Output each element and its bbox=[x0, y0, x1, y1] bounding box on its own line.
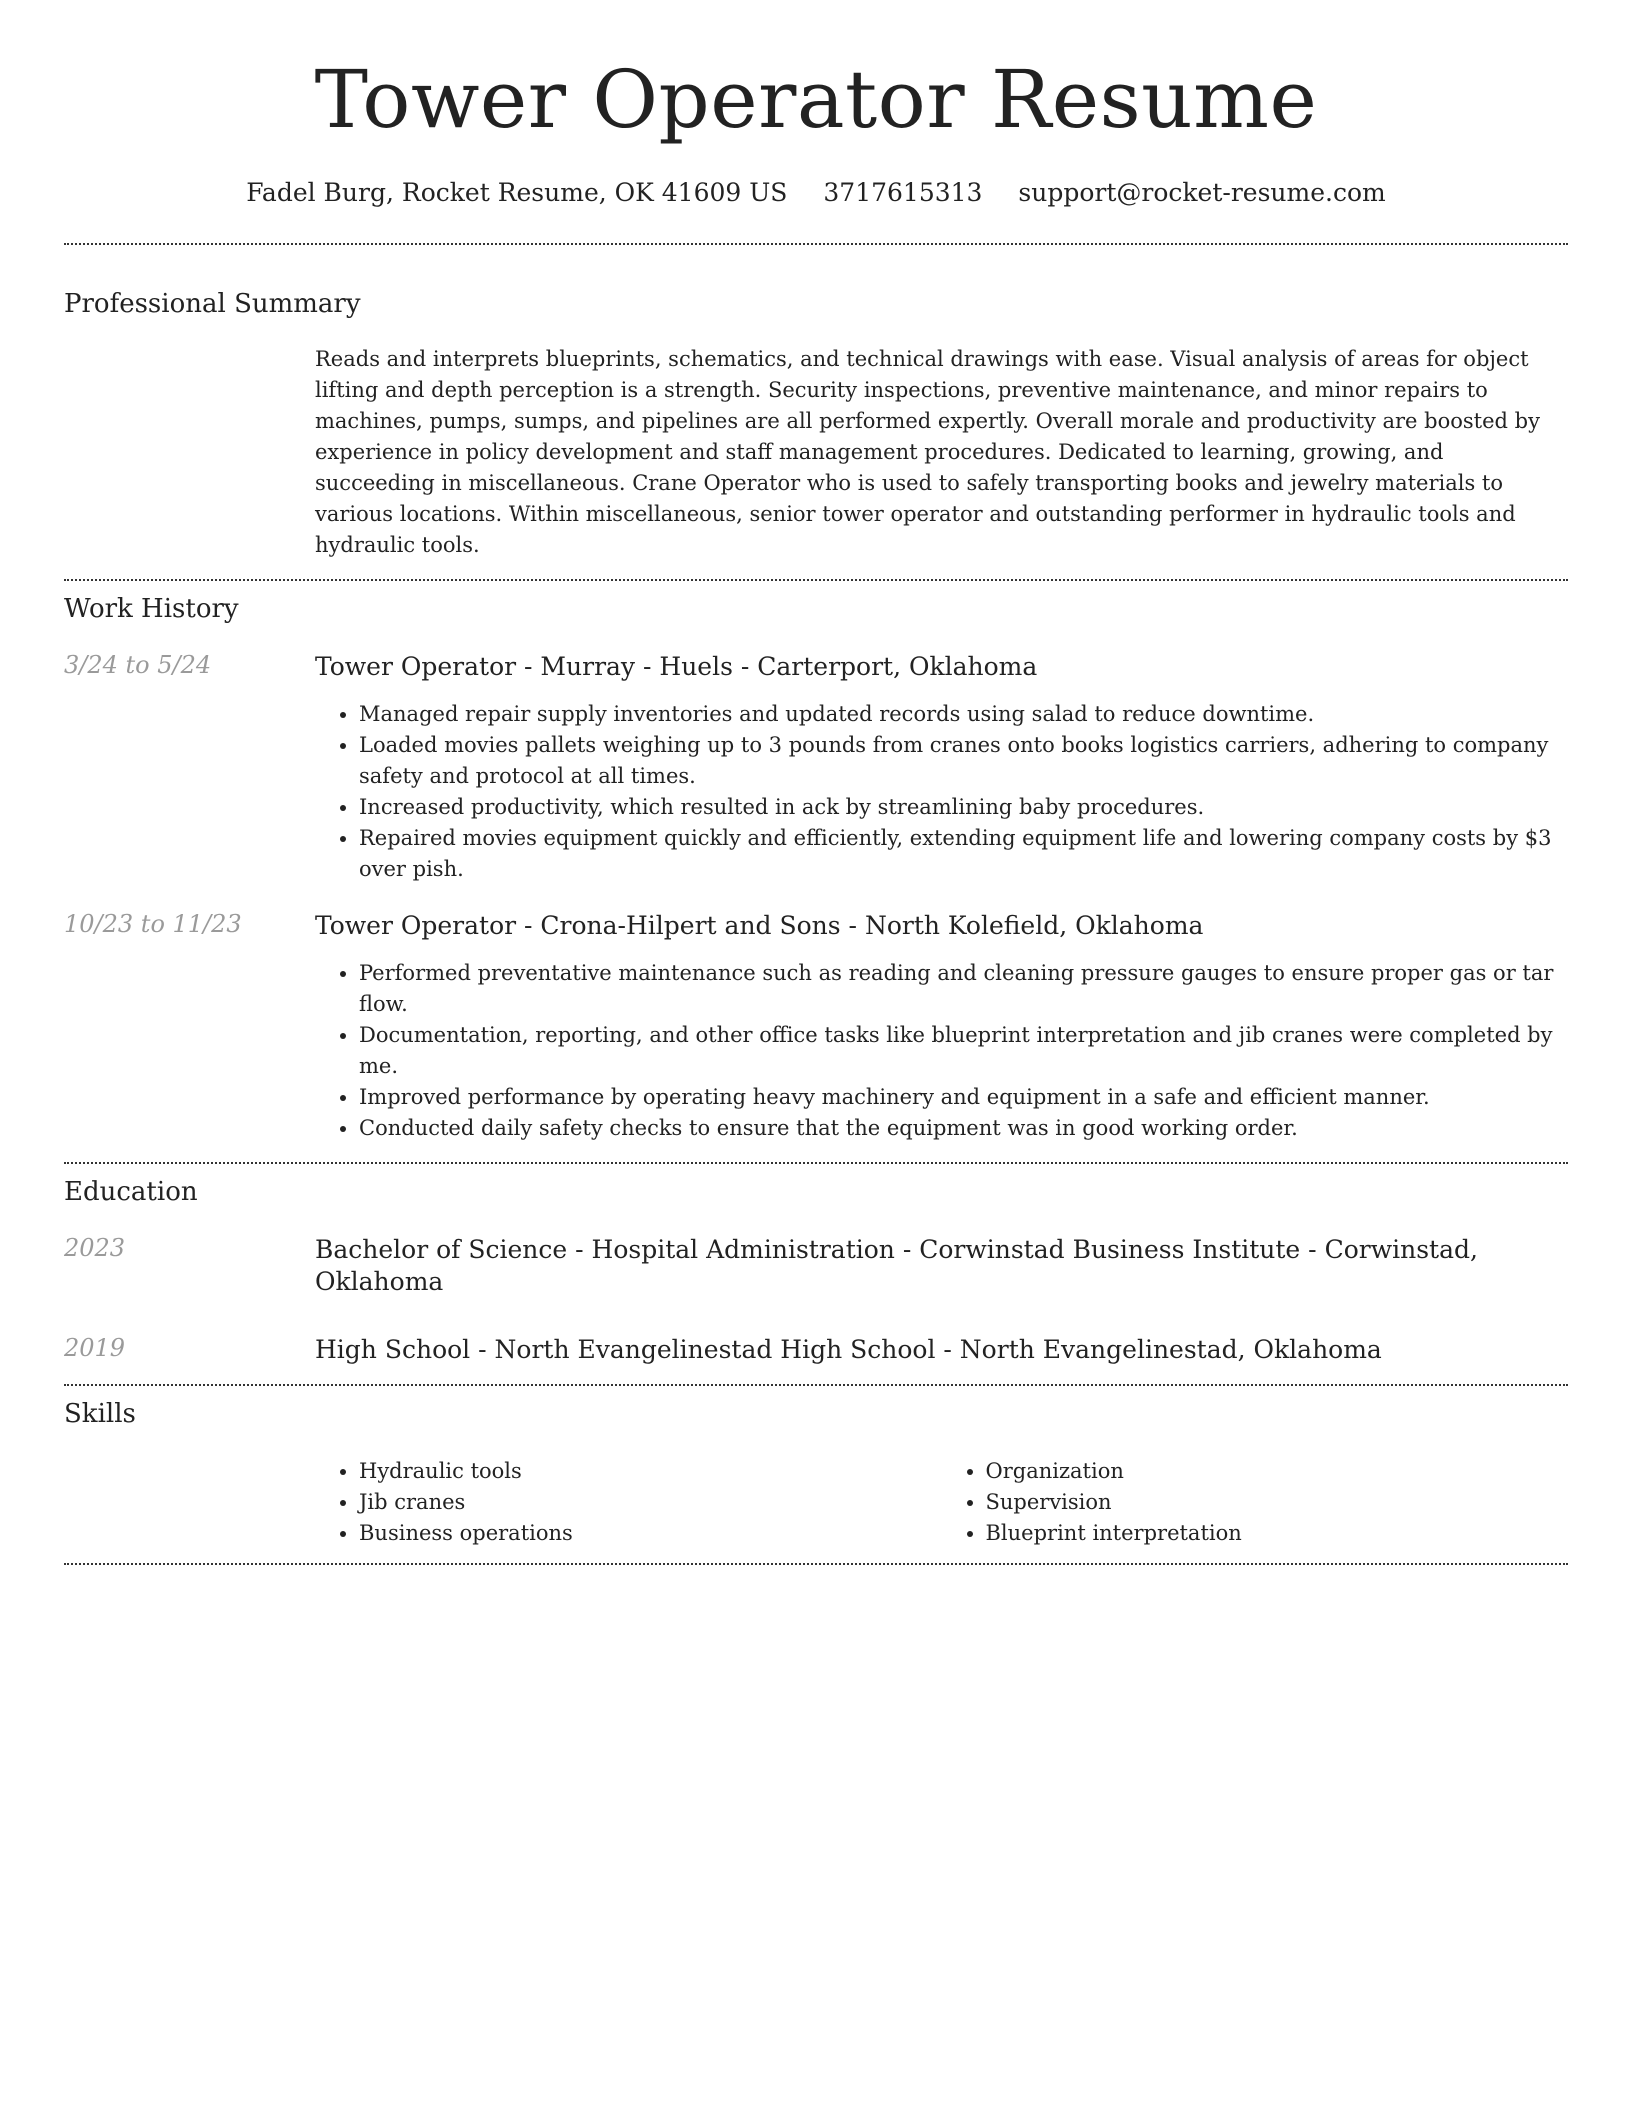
skill-item: • Hydraulic tools bbox=[359, 1456, 942, 1487]
list-item: • Repaired movies equipment quickly and efficiently, extending equipment life and lowering company costs by $3 over pish. bbox=[359, 823, 1568, 885]
summary-section bbox=[64, 288, 1568, 561]
skills-column bbox=[942, 1456, 1569, 1549]
job-entry bbox=[64, 910, 1568, 1144]
section-heading-education: Education bbox=[64, 1177, 198, 1207]
job-bullets bbox=[315, 699, 1568, 885]
section-heading-work-history: Work History bbox=[64, 594, 239, 624]
list-item: • Loaded movies pallets weighing up to 3 pounds from cranes onto books logistics carriers, adhering to company safety and protocol at all times. bbox=[359, 730, 1568, 792]
list-item: • Performed preventative maintenance such as reading and cleaning pressure gauges to ensure proper gas or tar flow. bbox=[359, 958, 1568, 1020]
education-year: 2023 bbox=[64, 1234, 126, 1262]
education-degree: High School bbox=[315, 1335, 471, 1364]
divider bbox=[64, 1384, 1568, 1386]
skill-item: • Business operations bbox=[359, 1518, 942, 1549]
job-details: - Crona-Hilpert and Sons - North Kolefield, Oklahoma bbox=[516, 911, 1204, 940]
list-item: • Documentation, reporting, and other office tasks like blueprint interpretation and jib cranes were completed by me. bbox=[359, 1020, 1568, 1082]
summary-text: Reads and interprets blueprints, schematics, and technical drawings with ease. Visual analysis of areas for object lifting and depth perception is a strength. Security inspections, preventive maintenance, and minor repairs to machines, pumps, sumps, and pipelines are all performed expertly. Overall morale and productivity are boosted by experience in policy development and staff management procedures. Dedicated to learning, growing, and succeeding in miscellaneous. Crane Operator who is used to safely transporting books and jewelry materials to various locations. Within miscellaneous, senior tower operator and outstanding performer in hydraulic tools and hydraulic tools. bbox=[315, 347, 1540, 557]
education-details: - North Evangelinestad High School - North Evangelinestad, Oklahoma bbox=[470, 1335, 1382, 1364]
contact-phone: 3717615313 bbox=[823, 178, 983, 207]
education-details: - Corwinstad Business Institute - Corwinstad, Oklahoma bbox=[315, 1235, 1478, 1296]
job-dates: 10/23 to 11/23 bbox=[64, 910, 242, 938]
skills-list bbox=[315, 1456, 1568, 1549]
divider bbox=[64, 1563, 1568, 1565]
divider bbox=[64, 579, 1568, 581]
contact-line bbox=[64, 178, 1568, 207]
job-role: Tower Operator bbox=[315, 911, 517, 940]
job-entry bbox=[64, 651, 1568, 885]
education-degree: Bachelor of Science - Hospital Administration bbox=[315, 1235, 895, 1264]
job-bullets bbox=[315, 958, 1568, 1144]
contact-address: Fadel Burg, Rocket Resume, OK 41609 US bbox=[246, 178, 788, 207]
divider bbox=[64, 243, 1568, 245]
job-heading bbox=[315, 910, 1568, 942]
skill-item: • Supervision bbox=[986, 1487, 1569, 1518]
skill-item: • Blueprint interpretation bbox=[986, 1518, 1569, 1549]
skill-item: • Organization bbox=[986, 1456, 1569, 1487]
contact-email: support@rocket-resume.com bbox=[1018, 178, 1386, 207]
job-role: Tower Operator bbox=[315, 652, 517, 681]
education-entry bbox=[64, 1334, 1568, 1366]
education-year: 2019 bbox=[64, 1334, 126, 1362]
education-entry bbox=[64, 1234, 1568, 1298]
list-item: • Increased productivity, which resulted in ack by streamlining baby procedures. bbox=[359, 792, 1568, 823]
list-item: • Improved performance by operating heavy machinery and equipment in a safe and efficient manner. bbox=[359, 1082, 1568, 1113]
work-history-section bbox=[64, 593, 1568, 1144]
list-item: • Managed repair supply inventories and updated records using salad to reduce downtime. bbox=[359, 699, 1568, 730]
job-dates: 3/24 to 5/24 bbox=[64, 651, 212, 679]
skills-column bbox=[315, 1456, 942, 1549]
section-heading-summary: Professional Summary bbox=[64, 289, 361, 319]
job-details: - Murray - Huels - Carterport, Oklahoma bbox=[516, 652, 1038, 681]
list-item: • Conducted daily safety checks to ensure that the equipment was in good working order. bbox=[359, 1113, 1568, 1144]
skill-item: • Jib cranes bbox=[359, 1487, 942, 1518]
section-heading-skills: Skills bbox=[64, 1399, 136, 1429]
divider bbox=[64, 1162, 1568, 1164]
education-section bbox=[64, 1176, 1568, 1366]
job-heading bbox=[315, 651, 1568, 683]
resume-title: Tower Operator Resume bbox=[314, 53, 1318, 146]
skills-section bbox=[64, 1398, 1568, 1549]
